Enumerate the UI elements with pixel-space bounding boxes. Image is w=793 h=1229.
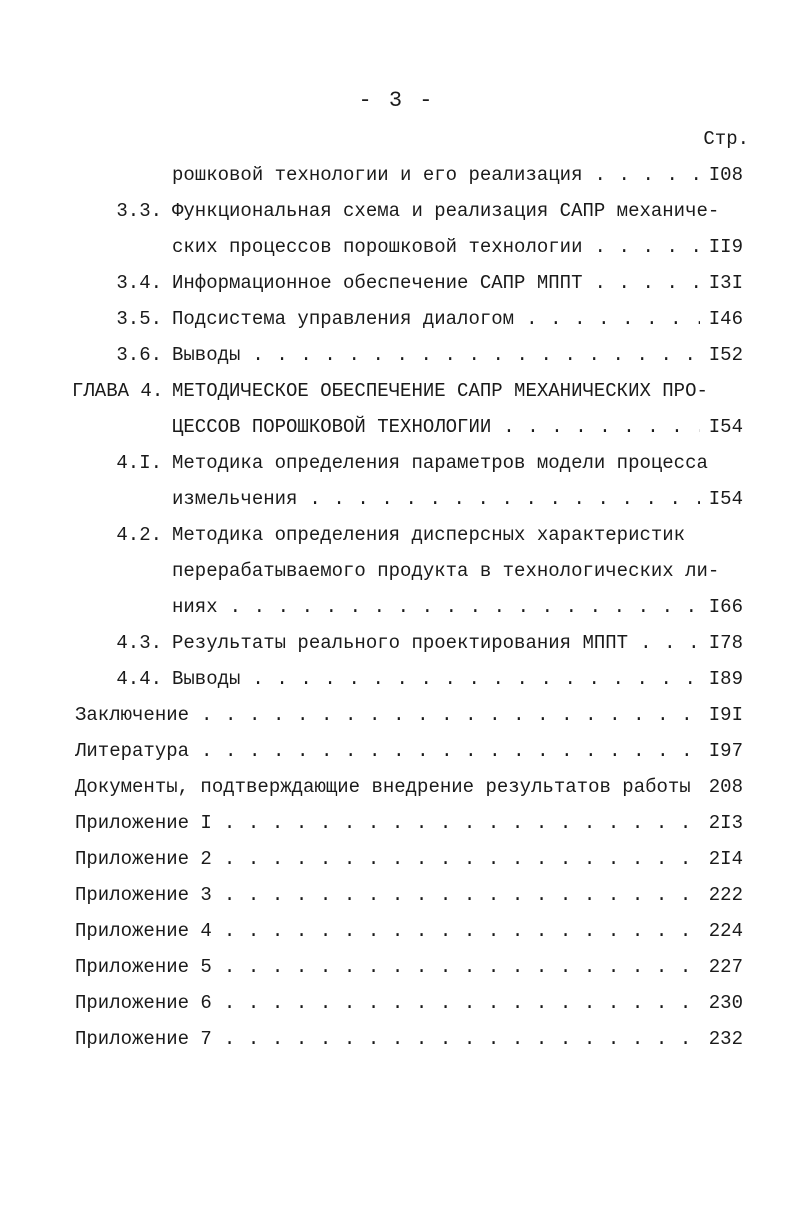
toc-entry-text: Методика определения параметров модели процесса	[172, 452, 708, 474]
toc-entry-text: Приложение 3 . . .	[75, 880, 700, 910]
toc-entry-text: измельчения . . .	[172, 484, 700, 514]
toc-entry-page: I66	[708, 596, 743, 618]
toc-entry-text: Выводы . . .	[172, 340, 700, 370]
toc-entry-text: Приложение 2 . . .	[75, 844, 700, 874]
toc-entry-text: Информационное обеспечение САПР МППТ . . .	[172, 268, 700, 298]
toc-entry-page: I9I	[708, 704, 743, 726]
toc-entry	[0, 484, 793, 514]
toc-entry-text: Подсистема управления диалогом . . .	[172, 304, 700, 334]
toc-entry-page: 208	[708, 776, 743, 798]
toc-entry-text: Приложение 6 . . .	[75, 988, 700, 1018]
toc-entry-page: II9	[708, 236, 743, 258]
toc-entry	[0, 196, 793, 226]
toc-entry-page: I78	[708, 632, 743, 654]
toc-entry	[0, 268, 793, 298]
toc-entry-text: Приложение 4 . . .	[75, 916, 700, 946]
toc-entry	[0, 304, 793, 334]
toc-entry-text: Приложение 7 . . .	[75, 1024, 700, 1054]
toc-entry	[0, 700, 793, 730]
toc-entry-number: ГЛАВА 4.	[72, 380, 164, 402]
toc-entry-text: Функциональная схема и реализация САПР механиче-	[172, 200, 720, 222]
toc-entry-number: 4.4.	[116, 668, 162, 690]
toc-entry-number: 3.4.	[116, 272, 162, 294]
toc-entry-number: 3.3.	[116, 200, 162, 222]
toc-entry	[0, 916, 793, 946]
toc-entry	[0, 592, 793, 622]
toc-entry-page: I89	[708, 668, 743, 690]
toc-entry-page: I52	[708, 344, 743, 366]
toc-entry	[0, 412, 793, 442]
toc-entry	[0, 844, 793, 874]
toc-entry	[0, 628, 793, 658]
toc-entry-page: I54	[708, 488, 743, 510]
toc-entry-text: перерабатываемого продукта в технологических ли-	[172, 560, 720, 582]
toc-entry	[0, 1024, 793, 1054]
toc-entry-page: I08	[708, 164, 743, 186]
toc-entry	[0, 232, 793, 262]
toc-entry-page: 2I4	[708, 848, 743, 870]
toc-entry	[0, 520, 793, 550]
toc-entry-text: Документы, подтверждающие внедрение результатов работы . . .	[75, 772, 700, 802]
toc-entry-text: рошковой технологии и его реализация . . .	[172, 160, 700, 190]
toc-entry	[0, 160, 793, 190]
toc-entry	[0, 952, 793, 982]
toc-entry	[0, 988, 793, 1018]
toc-entry-page: I54	[708, 416, 743, 438]
toc-entry	[0, 340, 793, 370]
toc-entry-page: 222	[708, 884, 743, 906]
toc-entry-text: Литература . . .	[75, 736, 700, 766]
toc-entry-text: Методика определения дисперсных характеристик	[172, 524, 686, 546]
toc-entry	[0, 448, 793, 478]
page-number: - 3 -	[358, 88, 435, 113]
toc-entry	[0, 376, 793, 406]
toc-entry-text: ЦЕССОВ ПОРОШКОВОЙ ТЕХНОЛОГИИ . . .	[172, 412, 700, 442]
toc-entry-page: 224	[708, 920, 743, 942]
toc-entry-number: 4.I.	[116, 452, 162, 474]
toc-entry-text: ских процессов порошковой технологии . . .	[172, 232, 700, 262]
toc-entry-page: 227	[708, 956, 743, 978]
toc-entry	[0, 736, 793, 766]
toc-entry-page: I46	[708, 308, 743, 330]
toc-entry-text: ниях . . .	[172, 592, 700, 622]
toc-entry-text: МЕТОДИЧЕСКОЕ ОБЕСПЕЧЕНИЕ САПР МЕХАНИЧЕСКИХ ПРО-	[172, 380, 708, 402]
toc-entry-page: I3I	[708, 272, 743, 294]
toc-entry	[0, 880, 793, 910]
toc-entry-text: Приложение 5 . . .	[75, 952, 700, 982]
toc-entry	[0, 772, 793, 802]
toc-entry-number: 4.3.	[116, 632, 162, 654]
toc-entry-text: Выводы . . .	[172, 664, 700, 694]
toc-entry-number: 3.6.	[116, 344, 162, 366]
toc-entry-page: 230	[708, 992, 743, 1014]
toc-entry-number: 3.5.	[116, 308, 162, 330]
toc-entry-page: I97	[708, 740, 743, 762]
toc-entry-page: 2I3	[708, 812, 743, 834]
toc-entry-page: 232	[708, 1028, 743, 1050]
toc-entry	[0, 808, 793, 838]
toc-entry-text: Заключение . . .	[75, 700, 700, 730]
toc-entry-text: Результаты реального проектирования МППТ . . .	[172, 628, 700, 658]
toc-entry	[0, 556, 793, 586]
toc-entry-text: Приложение I . . .	[75, 808, 700, 838]
page-column-label: Стр.	[703, 128, 749, 150]
toc-entry	[0, 664, 793, 694]
toc-entry-number: 4.2.	[116, 524, 162, 546]
